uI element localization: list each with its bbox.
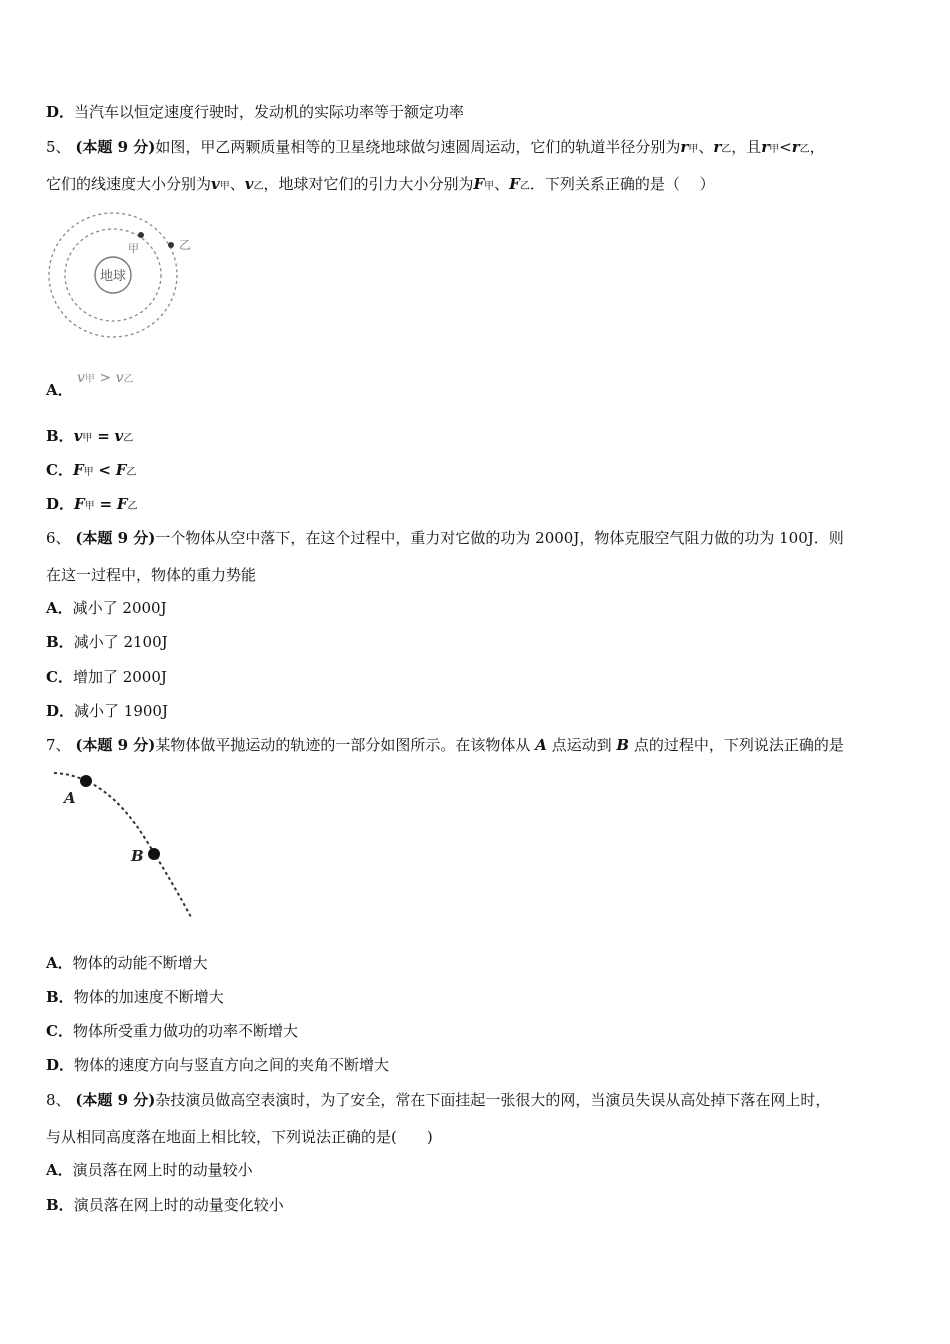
q7-option-a: A．物体的动能不断增大	[46, 954, 208, 972]
q8-line-2: 与从相同高度落在地面上相比较，下列说法正确的是( )	[46, 1128, 433, 1146]
q8-option-a: A．演员落在网上时的动量较小	[46, 1161, 253, 1179]
q7-option-c: C．物体所受重力做功的功率不断增大	[46, 1022, 298, 1040]
earth-label: 地球	[99, 269, 127, 284]
q7-line-1: 7、 (本题 9 分)某物体做平抛运动的轨迹的一部分如图所示。在该物体从 A 点运动到 B 点的过程中，下列说法正确的是	[46, 736, 844, 754]
q5-option-c: C．F甲 < F乙	[46, 461, 137, 479]
q5-line-1: 5、 (本题 9 分)如图，甲乙两颗质量相等的卫星绕地球做匀速圆周运动，它们的轨道半径分别为r甲、r乙，且r甲<r乙，	[46, 138, 825, 156]
q5-option-a: A．	[46, 381, 73, 399]
point-b	[148, 848, 160, 860]
q6-option-a: A．减小了 2000J	[46, 599, 167, 617]
q6-option-d: D．减小了 1900J	[46, 702, 168, 720]
satellite-jia	[138, 232, 144, 238]
q8-option-b: B．演员落在网上时的动量变化较小	[46, 1196, 284, 1214]
q6-line-1: 6、 (本题 9 分)一个物体从空中落下，在这个过程中，重力对它做的功为 2000J，物体克服空气阻力做的功为 100J．则	[46, 529, 844, 547]
q5-line-2: 它们的线速度大小分别为v甲、v乙，地球对它们的引力大小分别为F甲、F乙．下列关系正确的是（ ）	[46, 175, 715, 193]
q5-option-a-formula: v甲 > v乙	[77, 370, 134, 386]
prev-option-d	[46, 102, 464, 122]
q7-option-b: B．物体的加速度不断增大	[46, 988, 224, 1006]
option-label: D．	[46, 103, 75, 121]
q6-option-c: C．增加了 2000J	[46, 668, 167, 686]
point-a	[80, 775, 92, 787]
point-b-label: B	[131, 847, 144, 865]
question-text: 如图，甲乙两颗质量相等的卫星绕地球做匀速圆周运动，它们的轨道半径分别为	[155, 138, 681, 156]
trajectory-diagram	[46, 765, 206, 925]
orbit-diagram	[46, 205, 206, 345]
q6-option-b: B．减小了 2100J	[46, 633, 168, 651]
question-tag: (本题 9 分)	[75, 138, 156, 156]
q6-line-2: 在这一过程中，物体的重力势能	[46, 566, 257, 584]
q5-option-d: D．F甲 = F乙	[46, 495, 138, 513]
question-number: 5、	[46, 138, 71, 156]
q8-line-1: 8、 (本题 9 分)杂技演员做高空表演时，为了安全，常在下面挂起一张很大的网，当演员失误从高处掉下落在网上时，	[46, 1091, 831, 1109]
satellite-yi-label: 乙	[179, 238, 192, 252]
satellite-jia-label: 甲	[128, 242, 139, 255]
option-text: 当汽车以恒定速度行驶时，发动机的实际功率等于额定功率	[74, 103, 465, 121]
satellite-yi	[168, 242, 174, 248]
q7-option-d: D．物体的速度方向与竖直方向之间的夹角不断增大	[46, 1056, 390, 1074]
point-a-label: A	[64, 789, 76, 807]
q5-option-b: B．v甲 = v乙	[46, 427, 134, 445]
